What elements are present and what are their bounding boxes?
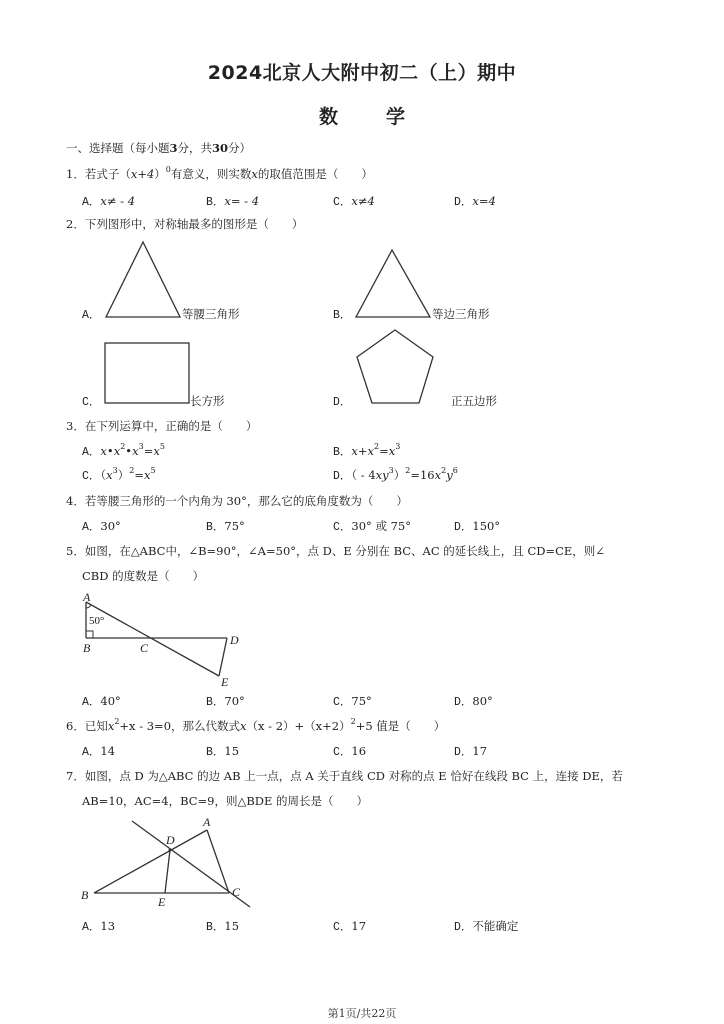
option-b[interactable] [206, 193, 259, 209]
page-title: 2024北京人大附中初二（上）期中 [207, 62, 517, 84]
option-a[interactable] [82, 306, 100, 322]
question-2-stem [66, 216, 303, 232]
math: x [434, 468, 442, 482]
math-exp: 2 [374, 442, 380, 451]
math: ） [393, 468, 406, 482]
page-number: 第1页/共22页 [327, 1007, 397, 1020]
option-c[interactable] [333, 918, 366, 934]
segment-ba [94, 830, 207, 893]
option-label: A． [82, 521, 101, 534]
stem-var: x [251, 167, 258, 181]
stem-part: （x - 2）+（x+2） [246, 719, 351, 733]
subject-title [0, 102, 724, 129]
math: • [106, 444, 114, 458]
math: x [351, 444, 358, 458]
question-6-stem [66, 718, 445, 734]
question-number: 7． [66, 769, 85, 783]
option-d[interactable] [454, 743, 487, 759]
option-a[interactable] [82, 193, 135, 209]
stem-line: 如图，在△ABC中，∠B=90°，∠A=50°，点 D、E 分别在 BC、AC 的延长线上，且 CD=CE，则∠ [84, 544, 605, 558]
angle-arc [86, 605, 91, 608]
math: = [134, 468, 144, 482]
option-text: 17 [472, 744, 488, 758]
option-d[interactable] [454, 193, 496, 209]
option-label: A． [82, 309, 101, 322]
section-mid: 分，共 [177, 141, 213, 155]
math-exp: 3 [388, 466, 394, 475]
stem-text: 下列图形中，对称轴最多的图形是（ ） [84, 217, 304, 231]
option-label: B． [206, 921, 225, 934]
option-text: 30° [100, 519, 121, 533]
math: x [153, 444, 160, 458]
option-label: B． [333, 446, 352, 459]
option-text: 不能确定 [472, 919, 519, 933]
question-number: 1． [66, 167, 85, 181]
question-4-stem [66, 493, 408, 509]
point-label-b: B [83, 641, 91, 655]
right-angle-mark [86, 631, 93, 638]
option-text: 80° [472, 694, 493, 708]
segment-ae [86, 602, 219, 676]
option-d[interactable] [454, 918, 518, 934]
question-5-stem-line2: CBD 的度数是（ ） [82, 569, 205, 583]
question-5-figure [80, 592, 250, 688]
option-a-text: 等腰三角形 [182, 307, 240, 321]
option-text: x≠4 [351, 194, 375, 208]
math: =16 [410, 468, 435, 482]
option-a[interactable] [82, 518, 121, 534]
option-c-text: 长方形 [190, 394, 225, 408]
math: x [143, 468, 151, 482]
option-label: B． [206, 196, 225, 209]
point-label-e: E [221, 675, 229, 689]
section-end: 分） [228, 141, 252, 155]
equilateral-triangle-shape [356, 250, 430, 317]
stem-part: 有意义，则实数 [170, 167, 252, 181]
option-label: C． [82, 396, 101, 409]
option-text: 17 [351, 919, 367, 933]
stem-part: 的取值范围是（ ） [257, 167, 373, 181]
math: x [113, 444, 121, 458]
math: y [446, 468, 453, 482]
option-text: x≠ - 4 [100, 194, 136, 208]
option-b-text: 等边三角形 [432, 307, 490, 321]
question-7-figure [80, 814, 260, 910]
option-a[interactable] [82, 918, 115, 934]
option-text: 15 [224, 744, 240, 758]
option-b[interactable] [206, 918, 239, 934]
stem-text: 若等腰三角形的一个内角为 30°，那么它的底角度数为（ ） [84, 494, 408, 508]
math: ） [117, 468, 130, 482]
point-label-a: A [83, 590, 91, 604]
option-label: D． [454, 921, 473, 934]
math: x [367, 444, 375, 458]
math: xy [375, 468, 389, 482]
option-text: 15 [224, 919, 240, 933]
math: = [379, 444, 389, 458]
option-label: B． [206, 746, 225, 759]
option-label: B． [206, 696, 225, 709]
option-c[interactable] [82, 467, 156, 483]
option-b[interactable] [333, 306, 351, 322]
option-b[interactable] [206, 743, 239, 759]
question-number: 3． [66, 419, 85, 433]
option-text: 40° [100, 694, 121, 708]
math: （ [100, 468, 107, 482]
option-label: C． [333, 521, 352, 534]
stem-part: 已知 [84, 719, 108, 733]
point-label-c: C [140, 641, 149, 655]
isosceles-triangle-shape [106, 242, 180, 317]
option-text: 14 [100, 744, 116, 758]
option-d[interactable] [454, 693, 493, 709]
question-7-stem [66, 768, 623, 784]
option-label: C． [333, 921, 352, 934]
question-3-stem [66, 418, 257, 434]
stem-exponent: 0 [165, 165, 171, 174]
angle-label: 50° [89, 615, 105, 627]
option-c[interactable] [82, 393, 100, 409]
option-text: 13 [100, 919, 116, 933]
option-c[interactable] [333, 743, 366, 759]
math-exp: 2 [441, 466, 447, 475]
point-label-c: C [232, 885, 241, 899]
stem-part: +x - 3=0，那么代数式 [119, 719, 241, 733]
stem-part: ） [154, 167, 166, 181]
option-text: 16 [351, 744, 367, 758]
regular-pentagon-figure [355, 328, 437, 408]
rectangle-figure [104, 342, 192, 406]
option-label: C． [333, 196, 352, 209]
option-label: D． [454, 521, 473, 534]
question-number: 4． [66, 494, 85, 508]
option-d-text: 正五边形 [451, 394, 497, 408]
option-a[interactable] [82, 743, 115, 759]
math: x [106, 468, 113, 482]
point-label-b: B [81, 888, 89, 902]
math-exp: 6 [452, 466, 458, 475]
math: = [143, 444, 154, 458]
section-label: 一、选择题（每小题 [66, 141, 170, 155]
math-exp: 2 [405, 466, 411, 475]
math: （ - 4 [351, 468, 376, 482]
option-label: A． [82, 921, 101, 934]
option-c[interactable] [333, 693, 372, 709]
stem-part: +5 值是（ ） [355, 719, 446, 733]
option-text: 75° [224, 519, 245, 533]
option-d[interactable] [454, 518, 500, 534]
math-exp: 3 [112, 466, 118, 475]
question-7-stem-line2: AB=10，AC=4，BC=9，则△BDE 的周长是（ ） [82, 794, 369, 808]
question-number: 2． [66, 217, 85, 231]
question-1-stem [66, 166, 373, 182]
math: x [132, 444, 139, 458]
stem-part: 若式子（ [84, 167, 131, 181]
option-label: D． [333, 396, 352, 409]
rectangle-shape [105, 343, 189, 403]
option-text: x=4 [472, 194, 496, 208]
option-label: A． [82, 746, 101, 759]
regular-pentagon-shape [357, 330, 433, 403]
math-exp: 3 [395, 442, 401, 451]
math-exp: 2 [120, 442, 126, 451]
isosceles-triangle-figure [104, 240, 184, 320]
stem-expr: x+4 [130, 167, 155, 181]
option-label: A． [82, 446, 101, 459]
stem-line: 如图，点 D 为△ABC 的边 AB 上一点，点 A 关于直线 CD 对称的点 E 恰好在线段 BC 上，连接 DE，若 [84, 769, 623, 783]
segment-de [165, 850, 170, 893]
math-exp: 3 [138, 442, 144, 451]
section-score-total: 30 [212, 141, 229, 155]
option-label: A． [82, 196, 101, 209]
stem-var: x [240, 719, 247, 733]
math: x [388, 444, 396, 458]
option-c[interactable] [333, 193, 375, 209]
option-label: D． [333, 470, 352, 483]
option-a[interactable] [82, 693, 121, 709]
option-d[interactable] [333, 393, 351, 409]
subject-char: 数 [318, 106, 338, 128]
option-label: C． [333, 696, 352, 709]
question-number: 5． [66, 544, 85, 558]
stem-var: x [107, 719, 115, 733]
math-exp: 2 [129, 466, 135, 475]
option-b[interactable] [206, 518, 245, 534]
point-label-d: D [230, 633, 239, 647]
option-label: A． [82, 696, 101, 709]
option-c[interactable] [333, 518, 411, 534]
stem-exponent: 2 [114, 717, 120, 726]
option-b[interactable] [206, 693, 245, 709]
math: + [357, 444, 368, 458]
math: x [100, 444, 107, 458]
question-5-stem [66, 543, 605, 559]
stem-exponent: 2 [350, 717, 356, 726]
option-text: 75° [351, 694, 372, 708]
point-label-a: A [203, 815, 211, 829]
math-exp: 5 [150, 466, 156, 475]
option-text: x= - 4 [224, 194, 260, 208]
point-label-e: E [158, 895, 166, 909]
option-label: C． [333, 746, 352, 759]
option-b[interactable] [333, 443, 400, 459]
math-exp: 5 [159, 442, 165, 451]
option-label: D． [454, 696, 473, 709]
question-number: 6． [66, 719, 85, 733]
option-label: B． [333, 309, 352, 322]
option-label: C． [82, 470, 101, 483]
option-d[interactable] [333, 467, 458, 483]
math: • [125, 444, 133, 458]
option-label: D． [454, 746, 473, 759]
option-text: 70° [224, 694, 245, 708]
section-heading [66, 140, 251, 156]
section-score-each: 3 [169, 141, 178, 155]
option-label: B． [206, 521, 225, 534]
point-d [169, 849, 172, 852]
option-label: D． [454, 196, 473, 209]
subject-char: 学 [386, 106, 406, 128]
segment-de [219, 638, 227, 676]
equilateral-triangle-figure [354, 248, 434, 320]
option-text: 30° 或 75° [351, 519, 411, 533]
stem-text: 在下列运算中，正确的是（ ） [84, 419, 258, 433]
point-label-d: D [166, 833, 175, 847]
option-text: 150° [472, 519, 501, 533]
option-a[interactable] [82, 443, 165, 459]
